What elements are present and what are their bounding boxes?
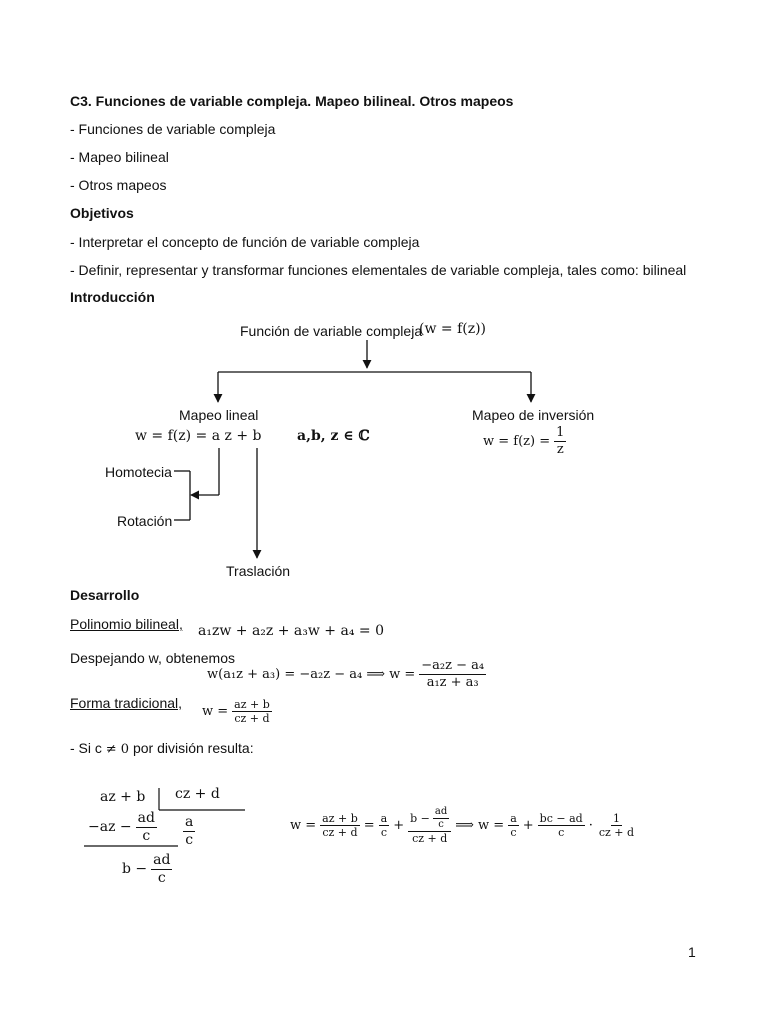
despejando-equation	[207, 658, 486, 690]
polinomio-label: Polinomio bilineal,	[70, 616, 183, 632]
mapeo-lineal-formula: w = f(z) = a z + b	[135, 428, 262, 444]
result-frac-6-den: cz + d	[598, 826, 635, 840]
mapeo-inversion-label: Mapeo de inversión	[472, 407, 595, 423]
inversion-den: z	[556, 441, 564, 457]
rotacion-label: Rotación	[117, 513, 173, 529]
diagram-root-formula: (w = f(z))	[419, 321, 487, 337]
si-text-c: por división resulta:	[129, 740, 254, 756]
result-frac-5-den: c	[558, 826, 565, 840]
result-frac-3-den: cz + d	[412, 832, 448, 845]
result-implies: ⟹ w =	[455, 818, 505, 834]
homotecia-label: Homotecia	[105, 464, 172, 480]
topic-item: - Funciones de variable compleja	[70, 121, 276, 137]
rem-den: c	[157, 869, 166, 886]
mapeo-lineal-label: Mapeo lineal	[179, 407, 259, 423]
result-frac-1	[320, 812, 360, 839]
result-frac-1-den: cz + d	[322, 826, 358, 840]
despejando-fraction	[419, 658, 486, 690]
frac-3-inner-num: ad	[434, 806, 448, 817]
result-frac-4-num: a	[510, 811, 517, 825]
result-eq: =	[363, 818, 375, 834]
rem-num: ad	[153, 852, 171, 868]
division-divisor: cz + d	[175, 786, 220, 802]
topic-item: - Mapeo bilineal	[70, 149, 169, 165]
si-text-b: ≠ 0	[105, 742, 130, 757]
result-plus: +	[393, 818, 405, 834]
division-remainder	[122, 852, 172, 887]
frac-3-prefix: b −	[410, 811, 430, 825]
result-frac-5-num: bc − ad	[539, 811, 583, 825]
page-number: 1	[688, 944, 696, 960]
result-dot: ·	[588, 818, 593, 834]
division-subtraction	[88, 810, 157, 845]
quotient-fraction	[183, 814, 195, 849]
inversion-fraction	[554, 425, 566, 457]
si-text-a: - Si c	[70, 740, 102, 756]
objetivo-item: - Definir, representar y transformar funciones elementales de variable compleja, tales como: bilineal	[70, 262, 687, 278]
forma-num: az + b	[234, 698, 270, 711]
result-frac-6-num: 1	[612, 811, 620, 825]
objetivo-item: - Interpretar el concepto de función de variable compleja	[70, 234, 420, 250]
forma-tradicional-equation	[202, 698, 272, 725]
si-condition	[70, 740, 254, 757]
frac-3-inner	[433, 806, 449, 831]
mapeo-inversion-formula	[483, 425, 566, 457]
forma-tradicional-label: Forma tradicional,	[70, 695, 183, 711]
result-frac-5	[538, 812, 585, 839]
result-frac-4-den: c	[510, 826, 517, 840]
inversion-num: 1	[556, 425, 565, 440]
result-plus-2: +	[522, 818, 534, 834]
quotient-num: a	[185, 814, 194, 830]
sub-fraction	[136, 810, 157, 845]
division-quotient	[183, 814, 195, 849]
forma-lhs: w =	[202, 704, 229, 720]
sub-num: ad	[137, 810, 155, 826]
polinomio-equation: a₁zw + a₂z + a₃w + a₄ = 0	[198, 623, 384, 639]
result-frac-2-num: a	[380, 811, 388, 825]
sub-den: c	[142, 827, 151, 844]
despejando-den: a₁z + a₃	[426, 674, 479, 690]
diagram-root-label: Función de variable compleja	[240, 323, 423, 339]
result-frac-4	[508, 812, 519, 839]
result-frac-1-num: az + b	[322, 811, 358, 825]
complex-domain: a,b, z ∈ ℂ	[297, 428, 370, 444]
result-frac-3-num	[408, 806, 451, 832]
rem-fraction	[151, 852, 172, 887]
forma-fraction	[232, 698, 272, 725]
rem-prefix: b −	[122, 861, 148, 878]
introduccion-heading: Introducción	[70, 289, 155, 305]
page-title: C3. Funciones de variable compleja. Mapeo bilineal. Otros mapeos	[70, 93, 514, 109]
forma-den: cz + d	[234, 712, 270, 726]
result-frac-3	[408, 806, 451, 845]
desarrollo-heading: Desarrollo	[70, 587, 140, 603]
result-frac-2	[379, 812, 390, 839]
quotient-den: c	[185, 831, 194, 848]
despejando-text: Despejando w, obtenemos	[70, 650, 235, 666]
result-w: w =	[290, 818, 317, 834]
sub-prefix: −az −	[88, 819, 132, 836]
frac-3-inner-den: c	[438, 819, 444, 830]
topic-item: - Otros mapeos	[70, 177, 167, 193]
inversion-lhs: w = f(z) =	[483, 433, 551, 449]
despejando-num: −a₂z − a₄	[421, 658, 485, 673]
despejando-lhs: w(a₁z + a₃) = −a₂z − a₄ ⟹ w =	[207, 666, 416, 682]
traslacion-label: Traslación	[226, 563, 291, 579]
result-frac-2-den: c	[380, 826, 388, 840]
result-equation	[290, 806, 636, 845]
result-frac-6	[597, 812, 636, 839]
division-dividend: az + b	[100, 789, 146, 805]
objetivos-heading: Objetivos	[70, 205, 134, 221]
